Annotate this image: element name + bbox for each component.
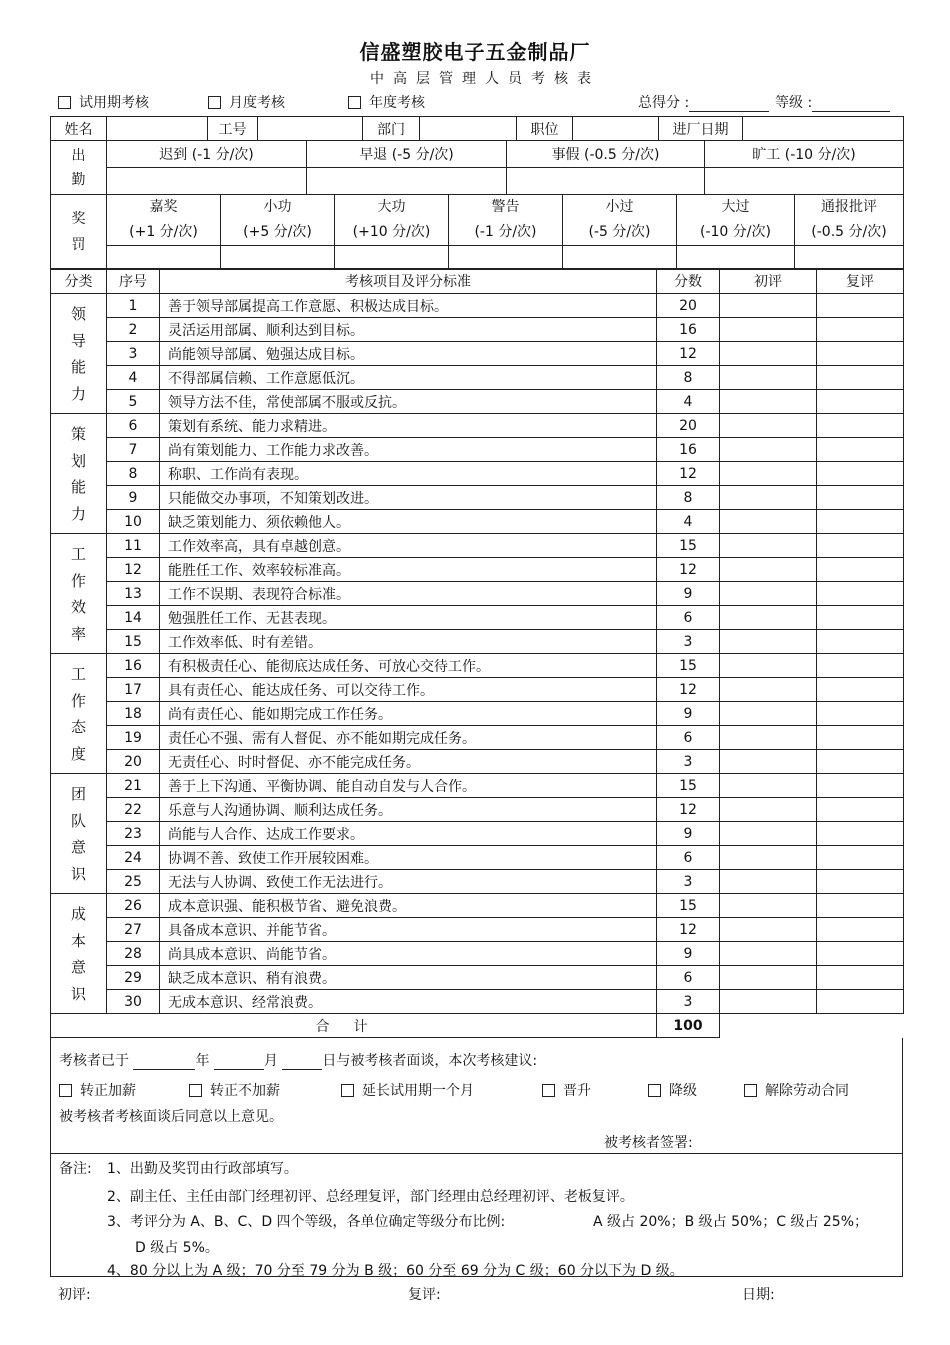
second-review-field[interactable] (817, 414, 904, 438)
score-value: 20 (657, 294, 720, 318)
second-review-field[interactable] (817, 966, 904, 990)
signature-field[interactable]: 被考核者签署: (604, 1135, 693, 1151)
first-review-field[interactable] (720, 918, 817, 942)
table-row (51, 462, 904, 486)
table-row (51, 870, 904, 894)
first-review-field[interactable] (720, 942, 817, 966)
company-name: 信盛塑胶电子五金制品厂 (359, 40, 591, 64)
category-label: 团 队 意 识 (51, 774, 107, 894)
row-number: 1 (107, 294, 160, 318)
first-review-field[interactable] (720, 486, 817, 510)
dept-label: 部门 (363, 117, 420, 141)
score-value: 6 (657, 606, 720, 630)
late-header: 迟到 (-1 分/次) (107, 141, 307, 168)
first-review-field[interactable] (720, 990, 817, 1014)
table-row (51, 606, 904, 630)
second-review-field[interactable] (817, 558, 904, 582)
second-review-field[interactable] (817, 870, 904, 894)
checkbox[interactable] (341, 1084, 354, 1097)
criterion-text: 乐意与人沟通协调、顺利达成任务。 (160, 798, 657, 822)
total-empty (720, 1014, 904, 1038)
table-row (51, 294, 904, 318)
criterion-text: 称职、工作尚有表现。 (160, 462, 657, 486)
row-number: 15 (107, 630, 160, 654)
checkbox[interactable] (542, 1084, 555, 1097)
first-review-field[interactable] (720, 702, 817, 726)
total-score: 100 (657, 1014, 720, 1038)
note-1: 1、出勤及奖罚由行政部填写。 (107, 1161, 298, 1177)
score-value: 12 (657, 678, 720, 702)
agreement-text: 被考核者考核面谈后同意以上意见。 (59, 1109, 283, 1125)
table-row (51, 894, 904, 918)
checkbox[interactable] (348, 96, 361, 109)
second-review-field[interactable] (817, 486, 904, 510)
form-title: 中高层管理人员考核表 (370, 71, 600, 87)
col-score: 分数 (657, 269, 720, 294)
criterion-text: 灵活运用部属、顺利达到目标。 (160, 318, 657, 342)
second-review-field[interactable] (817, 894, 904, 918)
criterion-text: 协调不善、致使工作开展较困难。 (160, 846, 657, 870)
join-date-field[interactable] (743, 117, 904, 141)
interview-month-field[interactable] (214, 1055, 264, 1070)
reward-field[interactable] (335, 246, 449, 270)
score-value: 4 (657, 390, 720, 414)
footer-date: 日期: (742, 1287, 775, 1303)
table-row (51, 846, 904, 870)
late-field[interactable] (107, 168, 307, 195)
reward-commendation: 嘉奖 (+1 分/次) (107, 195, 221, 246)
note-4: 4、80 分以上为 A 级；70 分至 79 分为 B 级；60 分至 69 分为 C 级；60 分以下为 D 级。 (107, 1263, 684, 1279)
second-review-field[interactable] (817, 942, 904, 966)
info-table (50, 116, 904, 141)
criterion-text: 尚具成本意识、尚能节省。 (160, 942, 657, 966)
col-item: 考核项目及评分标准 (160, 269, 657, 294)
first-review-field[interactable] (720, 654, 817, 678)
score-value: 8 (657, 366, 720, 390)
category-label: 成 本 意 识 (51, 894, 107, 1014)
row-number: 23 (107, 822, 160, 846)
row-number: 20 (107, 750, 160, 774)
second-review-field[interactable] (817, 366, 904, 390)
table-row (51, 966, 904, 990)
score-value: 12 (657, 342, 720, 366)
second-review-field[interactable] (817, 822, 904, 846)
row-number: 6 (107, 414, 160, 438)
early-leave-field[interactable] (307, 168, 507, 195)
row-number: 22 (107, 798, 160, 822)
first-review-field[interactable] (720, 846, 817, 870)
penalty-minor-demerit: 小过 (-5 分/次) (563, 195, 677, 246)
row-number: 19 (107, 726, 160, 750)
position-label: 职位 (517, 117, 573, 141)
penalty-warning: 警告 (-1 分/次) (449, 195, 563, 246)
first-review-field[interactable] (720, 510, 817, 534)
category-label: 领 导 能 力 (51, 294, 107, 414)
second-review-field[interactable] (817, 990, 904, 1014)
row-number: 18 (107, 702, 160, 726)
absent-header: 旷工 (-10 分/次) (705, 141, 904, 168)
absent-field[interactable] (705, 168, 904, 195)
option-monthly[interactable]: 月度考核 (208, 92, 285, 113)
interview-day-field[interactable] (282, 1055, 322, 1070)
criterion-text: 无法与人协调、致使工作无法进行。 (160, 870, 657, 894)
criterion-text: 能胜任工作、效率较标准高。 (160, 558, 657, 582)
second-review-field[interactable] (817, 798, 904, 822)
criterion-text: 只能做交办事项，不知策划改进。 (160, 486, 657, 510)
first-review-field[interactable] (720, 966, 817, 990)
first-review-field[interactable] (720, 798, 817, 822)
row-number: 29 (107, 966, 160, 990)
table-row (51, 414, 904, 438)
first-review-field[interactable] (720, 438, 817, 462)
second-review-field[interactable] (817, 390, 904, 414)
table-row (51, 918, 904, 942)
table-row (51, 510, 904, 534)
table-row (51, 678, 904, 702)
criterion-text: 缺乏成本意识、稍有浪费。 (160, 966, 657, 990)
criterion-text: 工作效率低、时有差错。 (160, 630, 657, 654)
row-number: 12 (107, 558, 160, 582)
category-label: 工 作 态 度 (51, 654, 107, 774)
second-review-field[interactable] (817, 318, 904, 342)
first-review-field[interactable] (720, 606, 817, 630)
first-review-field[interactable] (720, 534, 817, 558)
reward-minor-merit: 小功 (+5 分/次) (221, 195, 335, 246)
row-number: 28 (107, 942, 160, 966)
score-value: 15 (657, 774, 720, 798)
criterion-text: 尚有策划能力、工作能力求改善。 (160, 438, 657, 462)
row-number: 24 (107, 846, 160, 870)
row-number: 14 (107, 606, 160, 630)
second-review-field[interactable] (817, 510, 904, 534)
reward-major-merit: 大功 (+10 分/次) (335, 195, 449, 246)
criterion-text: 缺乏策划能力、须依赖他人。 (160, 510, 657, 534)
total-score-field[interactable]: 总得分 : (638, 92, 769, 112)
col-no: 序号 (107, 269, 160, 294)
row-number: 5 (107, 390, 160, 414)
first-review-field[interactable] (720, 750, 817, 774)
second-review-field[interactable] (817, 630, 904, 654)
first-review-field[interactable] (720, 366, 817, 390)
suggest-no-raise[interactable]: 转正不加薪 (189, 1080, 280, 1101)
score-value: 12 (657, 462, 720, 486)
score-value: 3 (657, 750, 720, 774)
checkbox[interactable] (59, 1084, 72, 1097)
score-value: 9 (657, 942, 720, 966)
first-review-field[interactable] (720, 774, 817, 798)
score-value: 8 (657, 486, 720, 510)
first-review-field[interactable] (720, 726, 817, 750)
name-label: 姓名 (51, 117, 107, 141)
table-row (51, 366, 904, 390)
col-first-review: 初评 (720, 269, 817, 294)
first-review-field[interactable] (720, 822, 817, 846)
first-review-field[interactable] (720, 558, 817, 582)
criterion-text: 勉强胜任工作、无甚表现。 (160, 606, 657, 630)
score-value: 6 (657, 966, 720, 990)
total-label: 合计 (51, 1014, 657, 1038)
score-value: 15 (657, 654, 720, 678)
criterion-text: 善于上下沟通、平衡协调、能自动自发与人合作。 (160, 774, 657, 798)
score-value: 6 (657, 726, 720, 750)
row-number: 8 (107, 462, 160, 486)
score-value: 9 (657, 822, 720, 846)
score-value: 3 (657, 990, 720, 1014)
footer-first-review: 初评: (58, 1287, 91, 1303)
score-value: 9 (657, 582, 720, 606)
table-row (51, 942, 904, 966)
row-number: 26 (107, 894, 160, 918)
criterion-text: 无成本意识、经常浪费。 (160, 990, 657, 1014)
personal-leave-field[interactable] (507, 168, 705, 195)
notes-label: 备注: (59, 1161, 92, 1177)
score-value: 12 (657, 918, 720, 942)
second-review-field[interactable] (817, 462, 904, 486)
personal-leave-header: 事假 (-0.5 分/次) (507, 141, 705, 168)
grade-field[interactable]: 等级 : (775, 92, 890, 112)
table-row (51, 750, 904, 774)
criterion-text: 尚能与人合作、达成工作要求。 (160, 822, 657, 846)
join-date-label: 进厂日期 (659, 117, 743, 141)
suggest-demotion[interactable]: 降级 (648, 1080, 697, 1101)
score-value: 4 (657, 510, 720, 534)
second-review-field[interactable] (817, 774, 904, 798)
first-review-field[interactable] (720, 678, 817, 702)
first-review-field[interactable] (720, 318, 817, 342)
row-number: 17 (107, 678, 160, 702)
checkbox[interactable] (58, 96, 71, 109)
rewards-label: 奖 罚 (51, 195, 107, 270)
interview-year-field[interactable] (133, 1055, 195, 1070)
score-value: 6 (657, 846, 720, 870)
col-second-review: 复评 (817, 269, 904, 294)
table-row (51, 438, 904, 462)
criterion-text: 领导方法不佳，常使部属不服或反抗。 (160, 390, 657, 414)
suggest-raise[interactable]: 转正加薪 (59, 1080, 136, 1101)
row-number: 16 (107, 654, 160, 678)
table-row (51, 654, 904, 678)
reward-field[interactable] (107, 246, 221, 270)
row-number: 30 (107, 990, 160, 1014)
assessment-table (50, 268, 904, 1038)
reward-field[interactable] (563, 246, 677, 270)
table-row (51, 342, 904, 366)
early-leave-header: 早退 (-5 分/次) (307, 141, 507, 168)
option-probation[interactable]: 试用期考核 (58, 92, 149, 113)
criterion-text: 成本意识强、能积极节省、避免浪费。 (160, 894, 657, 918)
option-annual[interactable]: 年度考核 (348, 92, 425, 113)
score-value: 15 (657, 534, 720, 558)
first-review-field[interactable] (720, 342, 817, 366)
notes-section (50, 1153, 903, 1277)
first-review-field[interactable] (720, 630, 817, 654)
row-number: 11 (107, 534, 160, 558)
table-row (51, 822, 904, 846)
second-review-field[interactable] (817, 438, 904, 462)
note-3: 3、考评分为 A、B、C、D 四个等级，各单位确定等级分布比例: (107, 1214, 506, 1230)
row-number: 21 (107, 774, 160, 798)
table-row (51, 318, 904, 342)
interview-section (50, 1038, 903, 1154)
first-review-field[interactable] (720, 462, 817, 486)
row-number: 3 (107, 342, 160, 366)
table-row (51, 702, 904, 726)
table-row (51, 582, 904, 606)
score-value: 9 (657, 702, 720, 726)
reward-field[interactable] (221, 246, 335, 270)
score-value: 16 (657, 438, 720, 462)
note-2: 2、副主任、主任由部门经理初评、总经理复评，部门经理由总经理初评、老板复评。 (107, 1189, 634, 1205)
id-label: 工号 (208, 117, 258, 141)
score-value: 16 (657, 318, 720, 342)
reward-field[interactable] (449, 246, 563, 270)
first-review-field[interactable] (720, 414, 817, 438)
score-value: 12 (657, 798, 720, 822)
first-review-field[interactable] (720, 582, 817, 606)
category-label: 工 作 效 率 (51, 534, 107, 654)
interview-date-line: 考核者已于 年 月 日与被考核者面谈，本次考核建议: (59, 1053, 538, 1069)
footer-second-review: 复评: (408, 1287, 441, 1303)
table-row (51, 486, 904, 510)
total-row (51, 1014, 904, 1038)
score-value: 12 (657, 558, 720, 582)
criterion-text: 善于领导部属提高工作意愿、积极达成目标。 (160, 294, 657, 318)
criterion-text: 策划有系统、能力求精进。 (160, 414, 657, 438)
first-review-field[interactable] (720, 870, 817, 894)
row-number: 4 (107, 366, 160, 390)
criterion-text: 尚有责任心、能如期完成工作任务。 (160, 702, 657, 726)
criterion-text: 无责任心、时时督促、亦不能完成任务。 (160, 750, 657, 774)
checkbox[interactable] (744, 1084, 757, 1097)
table-row (51, 774, 904, 798)
criterion-text: 具有责任心、能达成任务、可以交待工作。 (160, 678, 657, 702)
row-number: 25 (107, 870, 160, 894)
checkbox[interactable] (189, 1084, 202, 1097)
criterion-text: 具备成本意识、并能节省。 (160, 918, 657, 942)
second-review-field[interactable] (817, 342, 904, 366)
second-review-field[interactable] (817, 678, 904, 702)
second-review-field[interactable] (817, 654, 904, 678)
criterion-text: 尚能领导部属、勉强达成目标。 (160, 342, 657, 366)
row-number: 2 (107, 318, 160, 342)
table-row (51, 390, 904, 414)
table-row (51, 534, 904, 558)
category-label: 策 划 能 力 (51, 414, 107, 534)
table-row (51, 558, 904, 582)
second-review-field[interactable] (817, 702, 904, 726)
second-review-field[interactable] (817, 582, 904, 606)
suggest-promotion[interactable]: 晋升 (542, 1080, 591, 1101)
first-review-field[interactable] (720, 294, 817, 318)
note-3-d: D 级占 5%。 (135, 1240, 219, 1256)
score-value: 3 (657, 630, 720, 654)
note-3-ratios: A 级占 20%；B 级占 50%；C 级占 25%； (593, 1214, 869, 1230)
row-number: 7 (107, 438, 160, 462)
first-review-field[interactable] (720, 390, 817, 414)
criterion-text: 责任心不强、需有人督促、亦不能如期完成任务。 (160, 726, 657, 750)
attendance-label: 出 勤 (51, 141, 107, 195)
table-row (51, 630, 904, 654)
table-row (51, 990, 904, 1014)
second-review-field[interactable] (817, 918, 904, 942)
suggest-terminate[interactable]: 解除劳动合同 (744, 1080, 849, 1101)
first-review-field[interactable] (720, 894, 817, 918)
table-row (51, 726, 904, 750)
rewards-table (50, 194, 904, 270)
penalty-major-demerit: 大过 (-10 分/次) (677, 195, 795, 246)
score-value: 20 (657, 414, 720, 438)
criterion-text: 有积极责任心、能彻底达成任务、可放心交待工作。 (160, 654, 657, 678)
checkbox[interactable] (648, 1084, 661, 1097)
criterion-text: 不得部属信赖、工作意愿低沉。 (160, 366, 657, 390)
second-review-field[interactable] (817, 534, 904, 558)
reward-field[interactable] (795, 246, 904, 270)
criterion-text: 工作不误期、表现符合标准。 (160, 582, 657, 606)
reward-field[interactable] (677, 246, 795, 270)
suggest-extend-probation[interactable]: 延长试用期一个月 (341, 1080, 474, 1101)
position-field[interactable] (573, 117, 659, 141)
row-number: 10 (107, 510, 160, 534)
row-number: 13 (107, 582, 160, 606)
second-review-field[interactable] (817, 726, 904, 750)
row-number: 27 (107, 918, 160, 942)
criterion-text: 工作效率高，具有卓越创意。 (160, 534, 657, 558)
second-review-field[interactable] (817, 606, 904, 630)
dept-field[interactable] (420, 117, 517, 141)
penalty-notice: 通报批评 (-0.5 分/次) (795, 195, 904, 246)
row-number: 9 (107, 486, 160, 510)
checkbox[interactable] (208, 96, 221, 109)
id-field[interactable] (258, 117, 363, 141)
attendance-table (50, 140, 904, 195)
second-review-field[interactable] (817, 750, 904, 774)
score-value: 3 (657, 870, 720, 894)
name-field[interactable] (107, 117, 208, 141)
col-category: 分类 (51, 269, 107, 294)
score-value: 15 (657, 894, 720, 918)
second-review-field[interactable] (817, 846, 904, 870)
table-row (51, 798, 904, 822)
second-review-field[interactable] (817, 294, 904, 318)
